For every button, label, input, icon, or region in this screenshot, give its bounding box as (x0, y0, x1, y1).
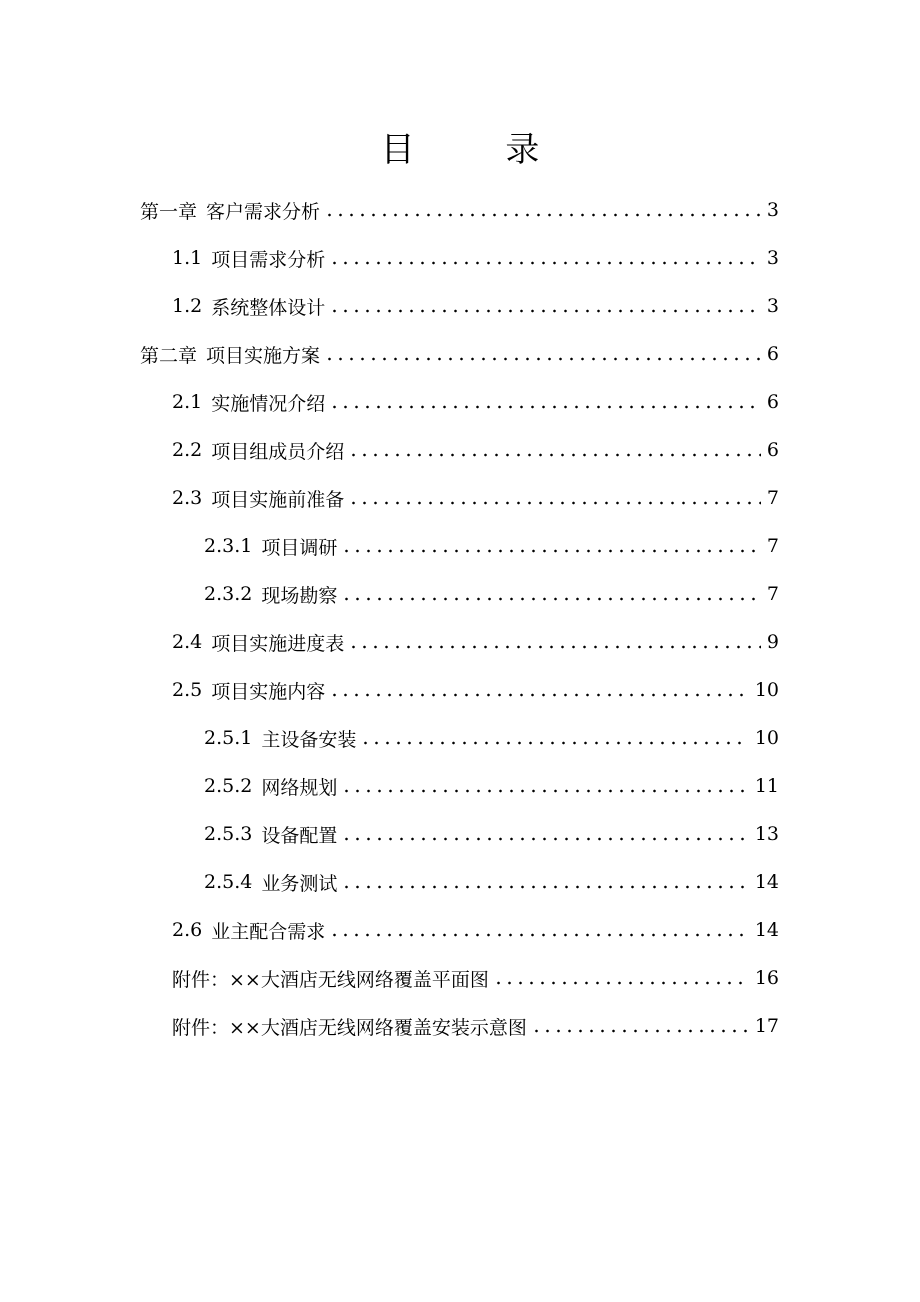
toc-entry-title: 项目调研 (261, 536, 338, 559)
toc-dot-leader (360, 741, 748, 745)
toc-entry-page-number: 16 (754, 967, 779, 989)
toc-dot-leader (341, 789, 748, 793)
toc-dot-leader (329, 261, 761, 265)
toc-entry[interactable] (0, 186, 920, 234)
toc-dot-leader (531, 1029, 749, 1033)
toc-entry-number: 2.5.3 (204, 823, 253, 845)
toc-entry-page-number: 11 (754, 775, 779, 797)
toc-entry-title: 业务测试 (261, 872, 338, 895)
toc-entry-page-number: 7 (766, 535, 779, 557)
toc-entry-page-number: 6 (766, 439, 779, 461)
toc-entry-page-number: 14 (754, 871, 779, 893)
toc-entry-page-number: 14 (754, 919, 779, 941)
toc-entry-number: 2.5.2 (204, 775, 253, 797)
toc-entry-title: 网络规划 (261, 776, 338, 799)
toc-entry[interactable] (0, 906, 920, 954)
toc-entry-page-number: 3 (766, 199, 779, 221)
toc-entry[interactable] (0, 858, 920, 906)
toc-dot-leader (341, 549, 761, 553)
toc-entry-title: 附件：××大酒店无线网络覆盖安装示意图 (172, 1016, 527, 1039)
toc-entry-title: 现场勘察 (261, 584, 338, 607)
toc-entry[interactable] (0, 954, 920, 1002)
toc-entry-page-number: 7 (766, 583, 779, 605)
toc-entry-number: 1.2 (172, 295, 203, 317)
toc-dot-leader (341, 597, 761, 601)
toc-dot-leader (341, 837, 748, 841)
toc-entry-title: 业主配合需求 (211, 920, 326, 943)
toc-entry[interactable] (0, 714, 920, 762)
toc-entry-title: 项目实施内容 (211, 680, 326, 703)
toc-entry-number: 第一章 (140, 200, 198, 223)
toc-entry-title: 设备配置 (261, 824, 338, 847)
toc-entry[interactable] (0, 378, 920, 426)
toc-entry-page-number: 6 (766, 343, 779, 365)
toc-entry-title: 附件：××大酒店无线网络覆盖平面图 (172, 968, 489, 991)
toc-entry[interactable] (0, 1002, 920, 1050)
toc-entry-number: 1.1 (172, 247, 203, 269)
toc-entry-number: 2.5.4 (204, 871, 253, 893)
toc-dot-leader (329, 933, 749, 937)
toc-entry-number: 2.6 (172, 919, 203, 941)
toc-entry-title: 项目实施方案 (206, 344, 321, 367)
toc-entry-number: 2.2 (172, 439, 203, 461)
toc-entry[interactable] (0, 570, 920, 618)
toc-entry-number: 2.3.1 (204, 535, 253, 557)
toc-entry-title: 项目需求分析 (211, 248, 326, 271)
toc-title: 目 录 (380, 130, 580, 170)
toc-entry[interactable] (0, 618, 920, 666)
toc-entry-number: 2.3.2 (204, 583, 253, 605)
toc-entry[interactable] (0, 426, 920, 474)
toc-entry-page-number: 10 (754, 727, 779, 749)
toc-entry-page-number: 13 (754, 823, 779, 845)
toc-entry-title: 项目实施进度表 (211, 632, 345, 655)
toc-dot-leader (329, 693, 749, 697)
toc-dot-leader (348, 501, 761, 505)
toc-entry-page-number: 3 (766, 247, 779, 269)
toc-dot-leader (329, 405, 761, 409)
toc-entry-number: 第二章 (140, 344, 198, 367)
toc-entry-page-number: 3 (766, 295, 779, 317)
toc-entry-page-number: 17 (754, 1015, 779, 1037)
toc-entry-title: 实施情况介绍 (211, 392, 326, 415)
toc-dot-leader (348, 645, 761, 649)
toc-dot-leader (324, 357, 761, 361)
toc-entry[interactable] (0, 234, 920, 282)
toc-entry-number: 2.3 (172, 487, 203, 509)
toc-entry-page-number: 9 (766, 631, 779, 653)
toc-entry-title: 客户需求分析 (206, 200, 321, 223)
table-of-contents (0, 186, 920, 1050)
toc-entry[interactable] (0, 666, 920, 714)
toc-entry[interactable] (0, 810, 920, 858)
toc-entry-page-number: 7 (766, 487, 779, 509)
toc-entry-title: 项目组成员介绍 (211, 440, 345, 463)
toc-entry[interactable] (0, 474, 920, 522)
toc-entry-title: 主设备安装 (261, 728, 357, 751)
toc-entry[interactable] (0, 762, 920, 810)
toc-entry-title: 系统整体设计 (211, 296, 326, 319)
toc-entry-page-number: 6 (766, 391, 779, 413)
toc-entry-page-number: 10 (754, 679, 779, 701)
toc-entry[interactable] (0, 282, 920, 330)
toc-dot-leader (493, 981, 749, 985)
toc-entry-number: 2.5 (172, 679, 203, 701)
toc-dot-leader (348, 453, 761, 457)
toc-entry[interactable] (0, 522, 920, 570)
toc-dot-leader (324, 213, 761, 217)
toc-entry-title: 项目实施前准备 (211, 488, 345, 511)
toc-entry-number: 2.4 (172, 631, 203, 653)
toc-dot-leader (341, 885, 748, 889)
toc-entry[interactable] (0, 330, 920, 378)
toc-entry-number: 2.5.1 (204, 727, 253, 749)
toc-entry-number: 2.1 (172, 391, 203, 413)
toc-dot-leader (329, 309, 761, 313)
